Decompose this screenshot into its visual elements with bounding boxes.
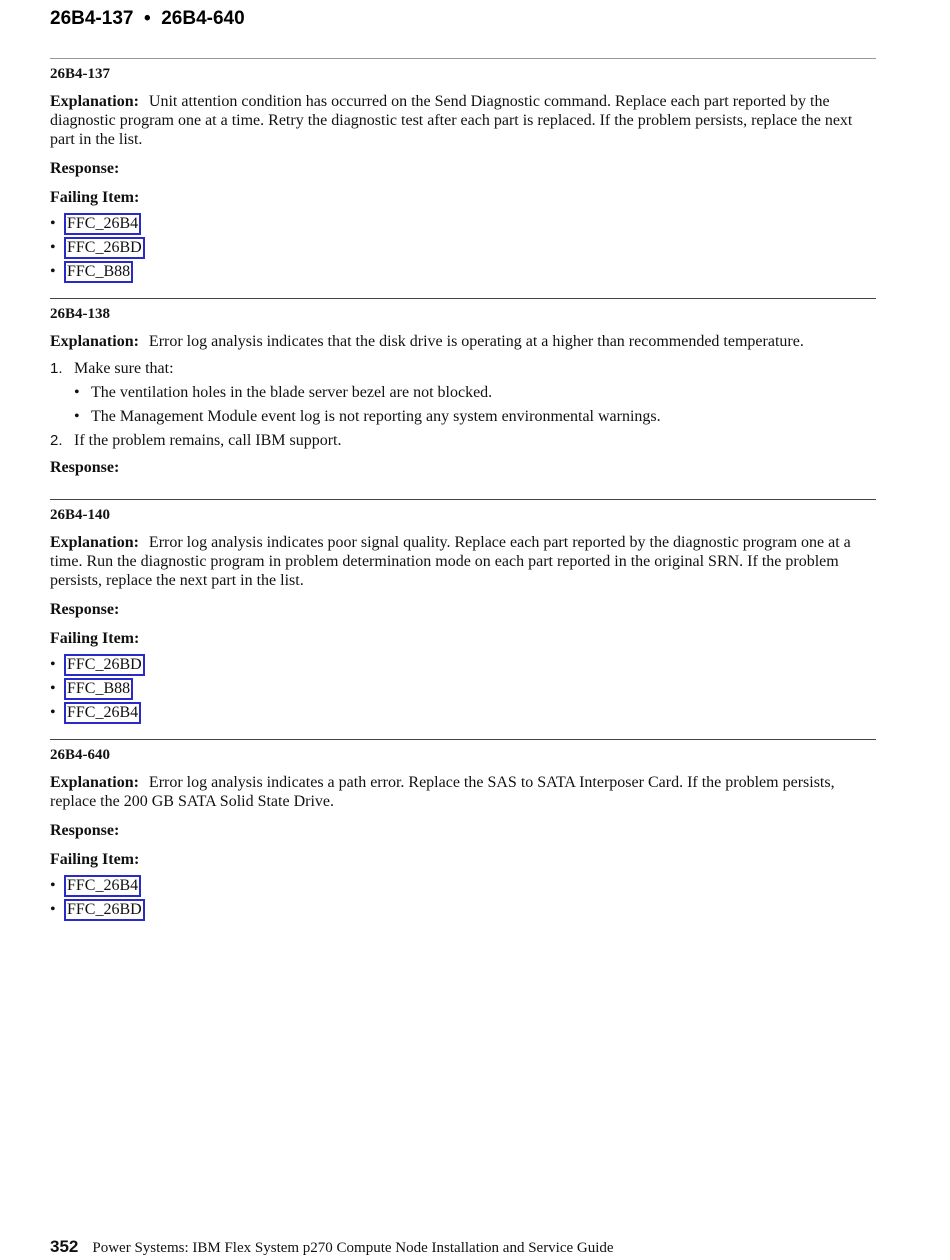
explanation: [50, 332, 876, 351]
list-item: [50, 653, 876, 677]
step-list: [50, 359, 876, 450]
response-label: Response:: [50, 459, 120, 476]
running-head: 26B4-137 • 26B4-640: [50, 8, 245, 29]
list-item: [50, 236, 876, 260]
ffc-link[interactable]: FFC_B88: [64, 678, 133, 700]
page-number: 352: [50, 1237, 79, 1256]
bullet: •: [50, 877, 56, 894]
entry-code: 26B4-138: [50, 306, 110, 322]
failing-item-list: [50, 874, 876, 922]
substep-item: [74, 383, 876, 402]
explanation-text: Error log analysis indicates a path error. Replace the SAS to SATA Interposer Card. If the problem persists, replace the 200 GB SATA Solid State Drive.: [50, 774, 835, 810]
entry-code: 26B4-137: [50, 66, 110, 82]
step-number: 2.: [50, 432, 63, 449]
bullet: •: [50, 263, 56, 280]
step-item: [50, 431, 876, 450]
response-label: Response:: [50, 601, 120, 618]
step-text: If the problem remains, call IBM support.: [74, 432, 342, 449]
bullet: •: [50, 656, 56, 673]
ffc-link[interactable]: FFC_B88: [64, 261, 133, 283]
entry-26b4-140: [50, 499, 876, 725]
explanation-label: Explanation:: [50, 534, 139, 551]
bullet: •: [50, 680, 56, 697]
explanation-text: Unit attention condition has occurred on the Send Diagnostic command. Replace each part reported by the diagnostic program one at a time. Retry the diagnostic test after each part is replaced. If the problem persists, replace the next part in the list.: [50, 93, 853, 148]
bullet: •: [50, 215, 56, 232]
step-number: 1.: [50, 360, 63, 377]
substep-item: [74, 407, 876, 426]
entry-26b4-137: [50, 58, 876, 284]
explanation: [50, 773, 876, 811]
list-item: [50, 874, 876, 898]
explanation-text: Error log analysis indicates poor signal quality. Replace each part reported by the diagnostic program one at a time. Run the diagnostic program in problem determination mode on each part reported in the original SRN. If the problem persists, replace the next part in the list.: [50, 534, 851, 589]
list-item: [50, 212, 876, 236]
entry-26b4-138: [50, 298, 876, 477]
list-item: [50, 677, 876, 701]
entry-code: 26B4-140: [50, 507, 110, 523]
bullet: •: [50, 704, 56, 721]
ffc-link[interactable]: FFC_26BD: [64, 899, 145, 921]
explanation: [50, 533, 876, 590]
explanation-label: Explanation:: [50, 774, 139, 791]
failing-item-label: Failing Item:: [50, 630, 140, 647]
list-item: [50, 260, 876, 284]
ffc-link[interactable]: FFC_26B4: [64, 213, 141, 235]
failing-item-label: Failing Item:: [50, 189, 140, 206]
list-item: [50, 898, 876, 922]
substep-list: [74, 383, 876, 426]
failing-item-label: Failing Item:: [50, 851, 140, 868]
response-label: Response:: [50, 160, 120, 177]
bullet: •: [74, 408, 80, 425]
content: [50, 58, 876, 936]
step-item: [50, 359, 876, 426]
failing-item-list: [50, 653, 876, 725]
substep-text: The ventilation holes in the blade server bezel are not blocked.: [91, 384, 493, 401]
response-label: Response:: [50, 822, 120, 839]
ffc-link[interactable]: FFC_26BD: [64, 237, 145, 259]
list-item: [50, 701, 876, 725]
explanation-text: Error log analysis indicates that the disk drive is operating at a higher than recommended temperature.: [148, 333, 804, 350]
explanation-label: Explanation:: [50, 93, 139, 110]
substep-text: The Management Module event log is not reporting any system environmental warnings.: [91, 408, 661, 425]
bullet: •: [74, 384, 80, 401]
ffc-link[interactable]: FFC_26B4: [64, 875, 141, 897]
explanation: [50, 92, 876, 149]
page-footer: [50, 1237, 614, 1257]
ffc-link[interactable]: FFC_26BD: [64, 654, 145, 676]
explanation-label: Explanation:: [50, 333, 139, 350]
bullet: •: [50, 901, 56, 918]
entry-code: 26B4-640: [50, 747, 110, 763]
ffc-link[interactable]: FFC_26B4: [64, 702, 141, 724]
bullet: •: [50, 239, 56, 256]
entry-26b4-640: [50, 739, 876, 922]
failing-item-list: [50, 212, 876, 284]
step-text: Make sure that:: [74, 360, 174, 377]
book-title: Power Systems: IBM Flex System p270 Compute Node Installation and Service Guide: [92, 1240, 614, 1256]
